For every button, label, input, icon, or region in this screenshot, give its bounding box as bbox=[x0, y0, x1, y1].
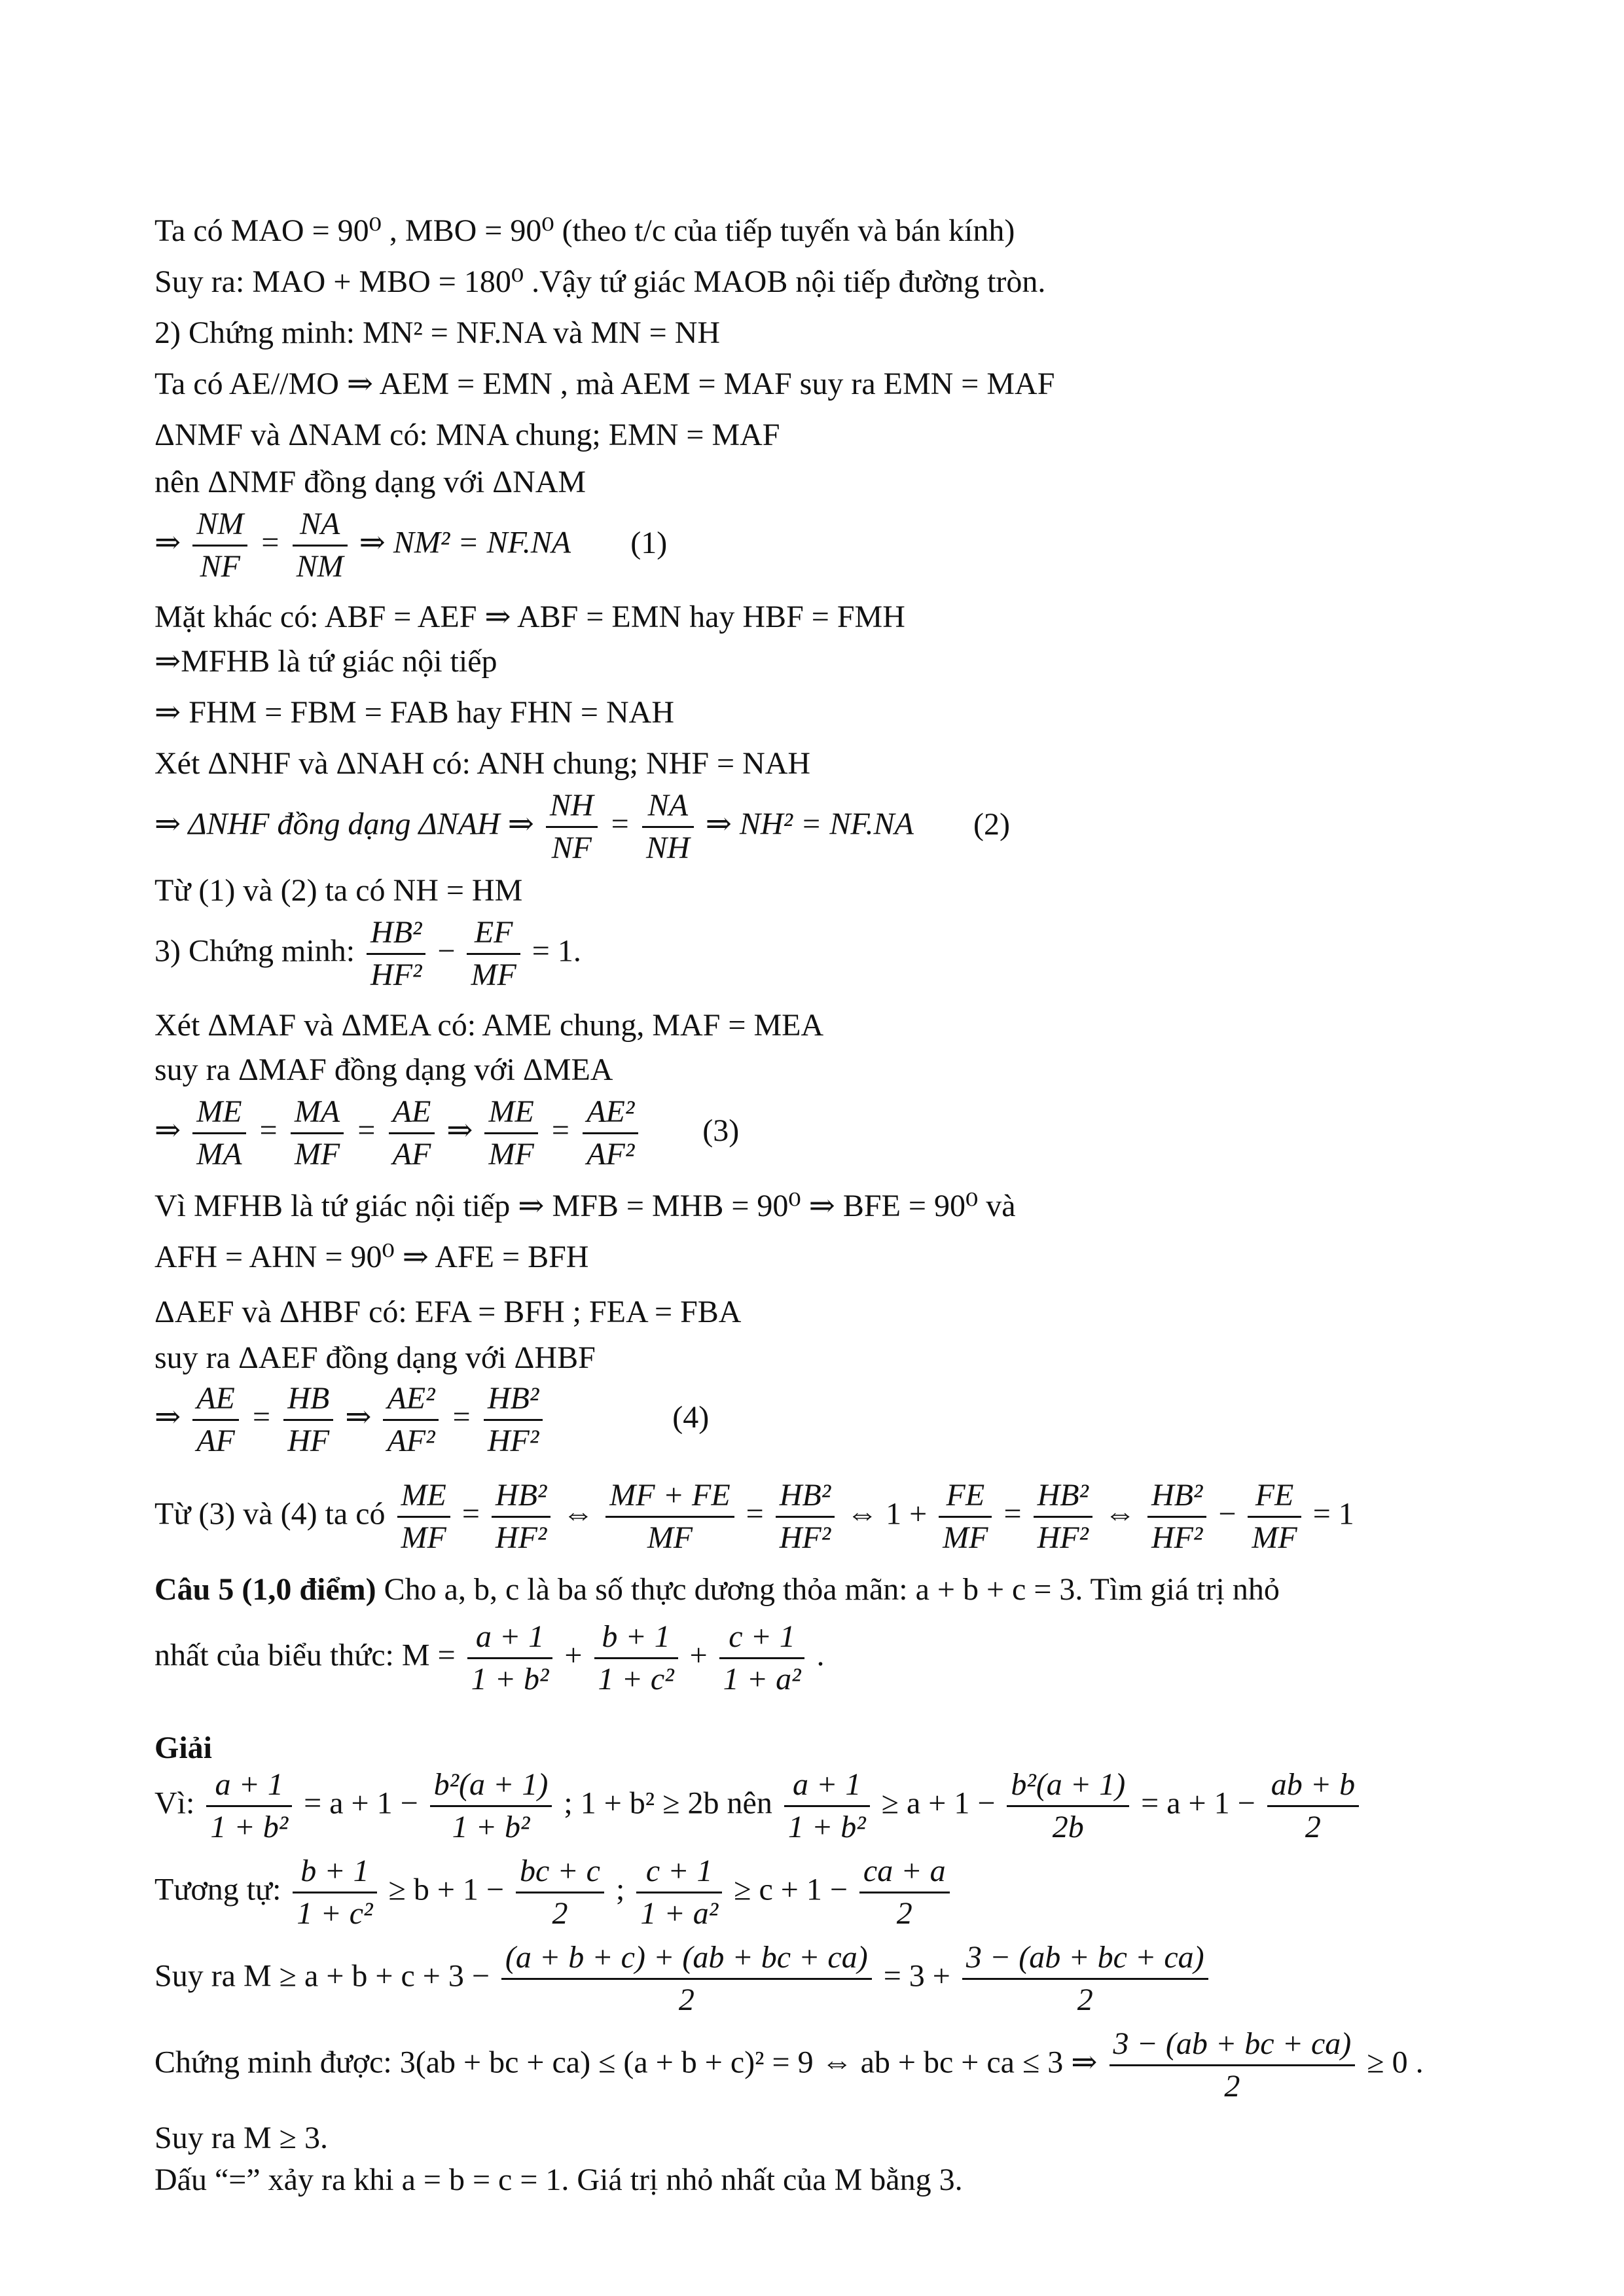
fraction: $\frac{\text{HB²}}{\text{HF²}}$ bbox=[776, 1475, 835, 1558]
fraction: $\frac{MA}{MF}$ bbox=[291, 1092, 344, 1175]
text-line: 2) Chứng minh: MN² = NF.NA và MN = NH bbox=[154, 315, 721, 350]
text-line: Dấu “=” xảy ra khi a = b = c = 1. Giá trị nhỏ nhất của M bằng 3. bbox=[154, 2162, 963, 2197]
fraction: $\frac{NA}{NH}$ bbox=[642, 785, 694, 869]
equation-3: 3) Chứng minh: $\frac{\text{HB²}}{\text{HF²}}$ − $\frac{EF}{MF}$ = 1. bbox=[154, 912, 581, 996]
fraction: $\frac{3 - (ab + bc + ca)}{2}$ bbox=[962, 1937, 1208, 2020]
fraction: $\frac{3 - (ab + bc + ca)}{2}$ bbox=[1110, 2024, 1356, 2107]
fraction: $\frac{AE}{AF}$ bbox=[389, 1092, 435, 1175]
fraction: $\frac{ME}{MA}$ bbox=[192, 1092, 245, 1175]
fraction: $\frac{\text{b²(a + 1)}}{2b}$ bbox=[1007, 1765, 1129, 1848]
fraction: $\frac{AE}{AF}$ bbox=[192, 1378, 239, 1462]
question-label: Câu 5 (1,0 điểm) bbox=[154, 1572, 376, 1607]
fraction: $\frac{c + 1}{\text{1 + a²}}$ bbox=[719, 1617, 805, 1700]
fraction: $\frac{ca + a}{2}$ bbox=[859, 1851, 950, 1934]
solution-line: Suy ra M ≥ a + b + c + 3 − $\frac{(a + b + c) + (ab + bc + ca)}{2}$ = 3 + $\frac{3 - (ab + bc + ca)}{2}$ bbox=[154, 1937, 1212, 2020]
fraction: $\frac{\text{HB²}}{\text{HF²}}$ bbox=[484, 1378, 543, 1462]
text-line: Ta có MAO = 90⁰ , MBO = 90⁰ (theo t/c của tiếp tuyến và bán kính) bbox=[154, 213, 1015, 248]
fraction: $\frac{EF}{MF}$ bbox=[467, 912, 520, 996]
fraction: $\frac{a + 1}{\text{1 + b²}}$ bbox=[784, 1765, 870, 1848]
solution-line: Tương tự: $\frac{b + 1}{\text{1 + c²}}$ ≥ b + 1 − $\frac{bc + c}{2}$ ; $\frac{c + 1}{\text{1 + a²}}$ ≥ c + 1 − $\frac{ca + a}{2}$ bbox=[154, 1851, 954, 1934]
fraction: $\frac{NA}{NM}$ bbox=[293, 504, 348, 587]
fraction: $\frac{\text{HB²}}{\text{HF²}}$ bbox=[1147, 1475, 1206, 1558]
solution-line: Chứng minh được: 3(ab + bc + ca) ≤ (a + b + c)² = 9 ⇔ ab + bc + ca ≤ 3 ⇒ $\frac{3 - (ab + bc + ca)}{2}$ ≥ 0 . bbox=[154, 2024, 1424, 2107]
fraction: $\frac{b + 1}{\text{1 + c²}}$ bbox=[293, 1851, 376, 1934]
equation-5: ⇒ $\frac{AE}{AF}$ = $\frac{HB}{HF}$ ⇒ $\frac{\text{AE²}}{\text{AF²}}$ = $\frac{\text{HB²}}{\text{HF²}}$ (4) bbox=[154, 1378, 709, 1462]
text-line: ⇒ FHM = FBM = FAB hay FHN = NAH bbox=[154, 695, 674, 730]
fraction: $\frac{(a + b + c) + (ab + bc + ca)}{2}$ bbox=[501, 1937, 872, 2020]
equation-tag: (2) bbox=[973, 806, 1010, 842]
fraction: $\frac{\text{AE²}}{\text{AF²}}$ bbox=[383, 1378, 439, 1462]
text-line: suy ra ΔAEF đồng dạng với ΔHBF bbox=[154, 1340, 596, 1375]
fraction: $\frac{NM}{NF}$ bbox=[192, 504, 247, 587]
text-line: Suy ra: MAO + MBO = 180⁰ .Vậy tứ giác MAOB nội tiếp đường tròn. bbox=[154, 264, 1046, 299]
text-line: ⇒MFHB là tứ giác nội tiếp bbox=[154, 644, 497, 679]
text-line: suy ra ΔMAF đồng dạng với ΔMEA bbox=[154, 1052, 613, 1087]
text-line: Xét ΔNHF và ΔNAH có: ANH chung; NHF = NAH bbox=[154, 746, 811, 781]
equation-6: Từ (3) và (4) ta có $\frac{ME}{MF}$ = $\frac{\text{HB²}}{\text{HF²}}$ ⇔ $\frac{MF + FE}{MF}$ = $\frac{\text{HB²}}{\text{HF²}}$ ⇔ 1 + $\frac{FE}{MF}$ = $\frac{\text{HB²}}{\text{HF²}}$ ⇔ $\frac{\text{HB²}}{\text{HF²}}$ − $\frac{FE}{MF}$ = 1 bbox=[154, 1475, 1354, 1558]
equation-tag: (3) bbox=[702, 1113, 740, 1148]
fraction: $\frac{a + 1}{\text{1 + b²}}$ bbox=[467, 1617, 553, 1700]
text-line: Ta có AE//MO ⇒ AEM = EMN , mà AEM = MAF suy ra EMN = MAF bbox=[154, 367, 1055, 401]
question-5: Câu 5 (1,0 điểm) Cho a, b, c là ba số thực dương thỏa mãn: a + b + c = 3. Tìm giá trị nhỏ bbox=[154, 1572, 1280, 1607]
equation-4: ⇒ $\frac{ME}{MA}$ = $\frac{MA}{MF}$ = $\frac{AE}{AF}$ ⇒ $\frac{ME}{MF}$ = $\frac{\text{AE²}}{\text{AF²}}$ (3) bbox=[154, 1092, 739, 1175]
text-line: Xét ΔMAF và ΔMEA có: AME chung, MAF = MEA bbox=[154, 1008, 824, 1043]
fraction: $\frac{b + 1}{\text{1 + c²}}$ bbox=[594, 1617, 678, 1700]
fraction: $\frac{ME}{MF}$ bbox=[397, 1475, 450, 1558]
text-line: Suy ra M ≥ 3. bbox=[154, 2121, 329, 2155]
fraction: $\frac{ME}{MF}$ bbox=[484, 1092, 537, 1175]
text-line: ΔNMF và ΔNAM có: MNA chung; EMN = MAF bbox=[154, 418, 780, 452]
equation-tag: (4) bbox=[672, 1399, 710, 1435]
equation-tag: (1) bbox=[630, 525, 668, 560]
fraction: $\frac{\text{HB²}}{\text{HF²}}$ bbox=[1034, 1475, 1092, 1558]
fraction: $\frac{FE}{MF}$ bbox=[1248, 1475, 1301, 1558]
solution-line: Vì: $\frac{a + 1}{\text{1 + b²}}$ = a + 1 − $\frac{\text{b²(a + 1)}}{\text{1 + b²}}$ ; 1 + b² ≥ 2b nên $\frac{a + 1}{\text{1 + b²}}$ ≥ a + 1 − $\frac{\text{b²(a + 1)}}{2b}$ = a + 1 − $\frac{ab + b}{2}$ bbox=[154, 1765, 1363, 1848]
fraction: $\frac{MF + FE}{MF}$ bbox=[605, 1475, 734, 1558]
text-line: AFH = AHN = 90⁰ ⇒ AFE = BFH bbox=[154, 1240, 589, 1274]
fraction: $\frac{\text{b²(a + 1)}}{\text{1 + b²}}$ bbox=[430, 1765, 552, 1848]
text-line: Từ (1) và (2) ta có NH = HM bbox=[154, 873, 523, 908]
fraction: $\frac{bc + c}{2}$ bbox=[516, 1851, 604, 1934]
fraction: $\frac{c + 1}{\text{1 + a²}}$ bbox=[636, 1851, 722, 1934]
solution-heading: Giải bbox=[154, 1731, 213, 1765]
text-line: ΔAEF và ΔHBF có: EFA = BFH ; FEA = FBA bbox=[154, 1295, 742, 1329]
fraction: $\frac{a + 1}{\text{1 + b²}}$ bbox=[206, 1765, 292, 1848]
text-line: nên ΔNMF đồng dạng với ΔNAM bbox=[154, 465, 586, 499]
fraction: $\frac{\text{AE²}}{\text{AF²}}$ bbox=[583, 1092, 638, 1175]
fraction: $\frac{\text{HB²}}{\text{HF²}}$ bbox=[367, 912, 425, 996]
equation-2: ⇒ ΔNHF đồng dạng ΔNAH ⇒ $\frac{NH}{NF}$ = $\frac{NA}{NH}$ ⇒ NH² = NF.NA (2) bbox=[154, 785, 1010, 869]
fraction: $\frac{FE}{MF}$ bbox=[939, 1475, 992, 1558]
fraction: $\frac{ab + b}{2}$ bbox=[1267, 1765, 1359, 1848]
text-line: Vì MFHB là tứ giác nội tiếp ⇒ MFB = MHB = 90⁰ ⇒ BFE = 90⁰ và bbox=[154, 1189, 1016, 1223]
fraction: $\frac{HB}{HF}$ bbox=[283, 1378, 333, 1462]
fraction: $\frac{\text{HB²}}{\text{HF²}}$ bbox=[492, 1475, 550, 1558]
text-line: Mặt khác có: ABF = AEF ⇒ ABF = EMN hay HBF = FMH bbox=[154, 600, 905, 634]
fraction: $\frac{NH}{NF}$ bbox=[546, 785, 598, 869]
equation-1: ⇒ $\frac{NM}{NF}$ = $\frac{NA}{NM}$ ⇒ NM² = NF.NA (1) bbox=[154, 504, 667, 587]
question-5-expression: nhất của biểu thức: M = $\frac{a + 1}{\text{1 + b²}}$ + $\frac{b + 1}{\text{1 + c²}}$ + $\frac{c + 1}{\text{1 + a²}}$ . bbox=[154, 1617, 824, 1700]
